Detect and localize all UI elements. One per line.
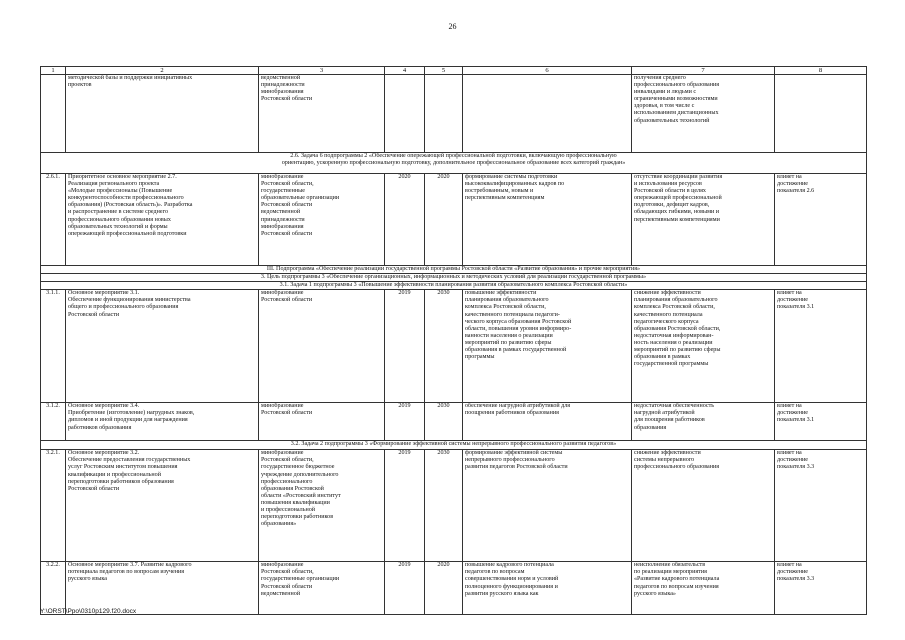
non-implementation-consequence: отсутствие координации развития и использования ресурсов Ростовской области в целях опережающей профессиональной подготовки, дефицит кадров, обладающих гибкими, новыми и перспективными компетенциями	[632, 174, 775, 266]
non-implementation-consequence: снижение эффективности системы непрерывного профессионального образования	[632, 450, 775, 562]
non-implementation-consequence: получения среднего профессионального образования инвалидами и людьми с ограниченными возможностями здоровья, в том числе с использованием дистанционных образовательных технологий	[632, 75, 775, 153]
row-number: 3.2.1.	[41, 450, 66, 562]
column-header: 6	[463, 67, 632, 75]
expected-result: повышение эффективности планирования образовательного комплекса Ростовской области, качественного потенциала педагоги- ческого корпуса образования Ростовской области, повышения уровня информиро- ванности населения о реализации мероприятий по развитию сферы образования в рамках государственной программы	[463, 290, 632, 403]
section-title: 2.6. Задача 6 подпрограммы 2 «Обеспечение опережающей профессиональной подготовки, включающую профессиональную ориентацию, ускоренную профессиональную подготовку, дополнительное профессиональное образование всех категорий граждан»	[41, 153, 867, 174]
expected-result: формирование системы подготовки высококвалифицированных кадров по востребованным, новым и перспективным компетенциям	[463, 174, 632, 266]
start-year	[385, 75, 425, 153]
table-row	[41, 450, 867, 562]
start-year: 2020	[385, 174, 425, 266]
column-header-row	[41, 67, 867, 75]
row-number: 2.6.1.	[41, 174, 66, 266]
expected-result: формирование эффективной системы непрерывного профессионального развития педагогов Ростовской области	[463, 450, 632, 562]
indicator-link: влияет на достижение показателя 3.1	[775, 290, 867, 403]
start-year: 2019	[385, 403, 425, 441]
section-title: 3. Цель подпрограммы 3 «Обеспечение организационных, информационных и методических условий для реализации государственной программы»	[41, 274, 867, 282]
activity-name: Основное мероприятие 3.1. Обеспечение функционирования министерства общего и профессионального образования Ростовской области	[66, 290, 259, 403]
indicator-link: влияет на достижение показателя 3.1	[775, 403, 867, 441]
column-header: 1	[41, 67, 66, 75]
document-file-path: Y:\ORST\Ppo\0310p129.f20.docx	[40, 608, 137, 615]
section-row	[41, 153, 867, 174]
column-header: 7	[632, 67, 775, 75]
expected-result	[463, 75, 632, 153]
section-row	[41, 441, 867, 450]
indicator-link: влияет на достижение показателя 2.6	[775, 174, 867, 266]
non-implementation-consequence: снижение эффективности планирования образовательного комплекса Ростовской области, качественного потенциала педагогического корпуса образования Ростовской области, недостаточная информирован- ность населения о реализации мероприятий по развитию сферы образования в рамках государственной программы	[632, 290, 775, 403]
row-number: 3.1.1.	[41, 290, 66, 403]
section-title: 3.2. Задача 2 подпрограммы 3 «Формирование эффективной системы непрерывного профессионального развития педагогов»	[41, 441, 867, 450]
start-year: 2019	[385, 290, 425, 403]
section-title: III. Подпрограмма «Обеспечение реализации государственной программы Ростовской области «Развитие образования» и прочие мероприятия»	[41, 266, 867, 274]
executor: минобразование Ростовской области, государственное бюджетное учреждение дополнительного профессионального образования Ростовской области «Ростовский институт повышения квалификации и профессиональной переподготовки работников образования»	[259, 450, 385, 562]
row-number: 3.1.2.	[41, 403, 66, 441]
end-year: 2030	[425, 450, 463, 562]
column-header: 3	[259, 67, 385, 75]
row-number	[41, 75, 66, 153]
table-row	[41, 290, 867, 403]
non-implementation-consequence: недостаточная обеспеченность нагрудной атрибутикой для поощрения работников образования	[632, 403, 775, 441]
table-row	[41, 174, 867, 266]
indicator-link	[775, 75, 867, 153]
column-header: 8	[775, 67, 867, 75]
section-title: 3.1. Задача 1 подпрограммы 3 «Повышение эффективности планирования развития образовательного комплекса Ростовской области»	[41, 282, 867, 290]
activity-name: Основное мероприятие 3.7. Развитие кадрового потенциала педагогов по вопросам изучения русского языка	[66, 562, 259, 615]
executor: минобразование Ростовской области	[259, 403, 385, 441]
row-number: 3.2.2.	[41, 562, 66, 615]
executor: минобразование Ростовской области, государственные образовательные организации Ростовской области ведомственной принадлежности минобразования Ростовской области	[259, 174, 385, 266]
expected-result: обеспечение нагрудной атрибутикой для поощрения работников образования	[463, 403, 632, 441]
end-year: 2020	[425, 174, 463, 266]
expected-result: повышение кадрового потенциала педагогов по вопросам совершенствования норм и условий полноценного функционирования и развития русского языка как	[463, 562, 632, 615]
column-header: 2	[66, 67, 259, 75]
start-year: 2019	[385, 562, 425, 615]
section-row	[41, 282, 867, 290]
indicator-link: влияет на достижение показателя 3.3	[775, 450, 867, 562]
activity-name: Основное мероприятие 3.4. Приобретение (изготовление) нагрудных знаков, дипломов и иной продукции для награждения работников образования	[66, 403, 259, 441]
column-header: 4	[385, 67, 425, 75]
non-implementation-consequence: неисполнение обязательств по реализации мероприятия «Развитие кадрового потенциала педагогов по вопросам изучения русского языка»	[632, 562, 775, 615]
end-year: 2020	[425, 562, 463, 615]
indicator-link: влияет на достижение показателя 3.3	[775, 562, 867, 615]
table-row	[41, 403, 867, 441]
executor: минобразование Ростовской области	[259, 290, 385, 403]
end-year: 2030	[425, 290, 463, 403]
start-year: 2019	[385, 450, 425, 562]
executor: минобразование Ростовской области, государственные организации Ростовской области ведомственной	[259, 562, 385, 615]
executor: ведомственной принадлежности минобразования Ростовской области	[259, 75, 385, 153]
page-number: 26	[448, 22, 457, 31]
activity-name: методической базы и поддержки инициативных проектов	[66, 75, 259, 153]
activity-name: Приоритетное основное мероприятие 2.7. Реализация регионального проекта «Молодые профессионалы (Повышение конкурентоспособности профессионального образования) (Ростовская область)». Разработка и распространение в системе среднего профессионального образования новых образовательных технологий и формы опережающей профессиональной подготовки	[66, 174, 259, 266]
column-header: 5	[425, 67, 463, 75]
section-row	[41, 274, 867, 282]
end-year	[425, 75, 463, 153]
section-row	[41, 266, 867, 274]
activity-name: Основное мероприятие 3.2. Обеспечение предоставления государственных услуг Ростовским институтом повышения квалификации и профессиональной переподготовки работников образования Ростовской области	[66, 450, 259, 562]
program-activities-table	[40, 66, 867, 615]
end-year: 2030	[425, 403, 463, 441]
table-row	[41, 75, 867, 153]
table-row	[41, 562, 867, 615]
